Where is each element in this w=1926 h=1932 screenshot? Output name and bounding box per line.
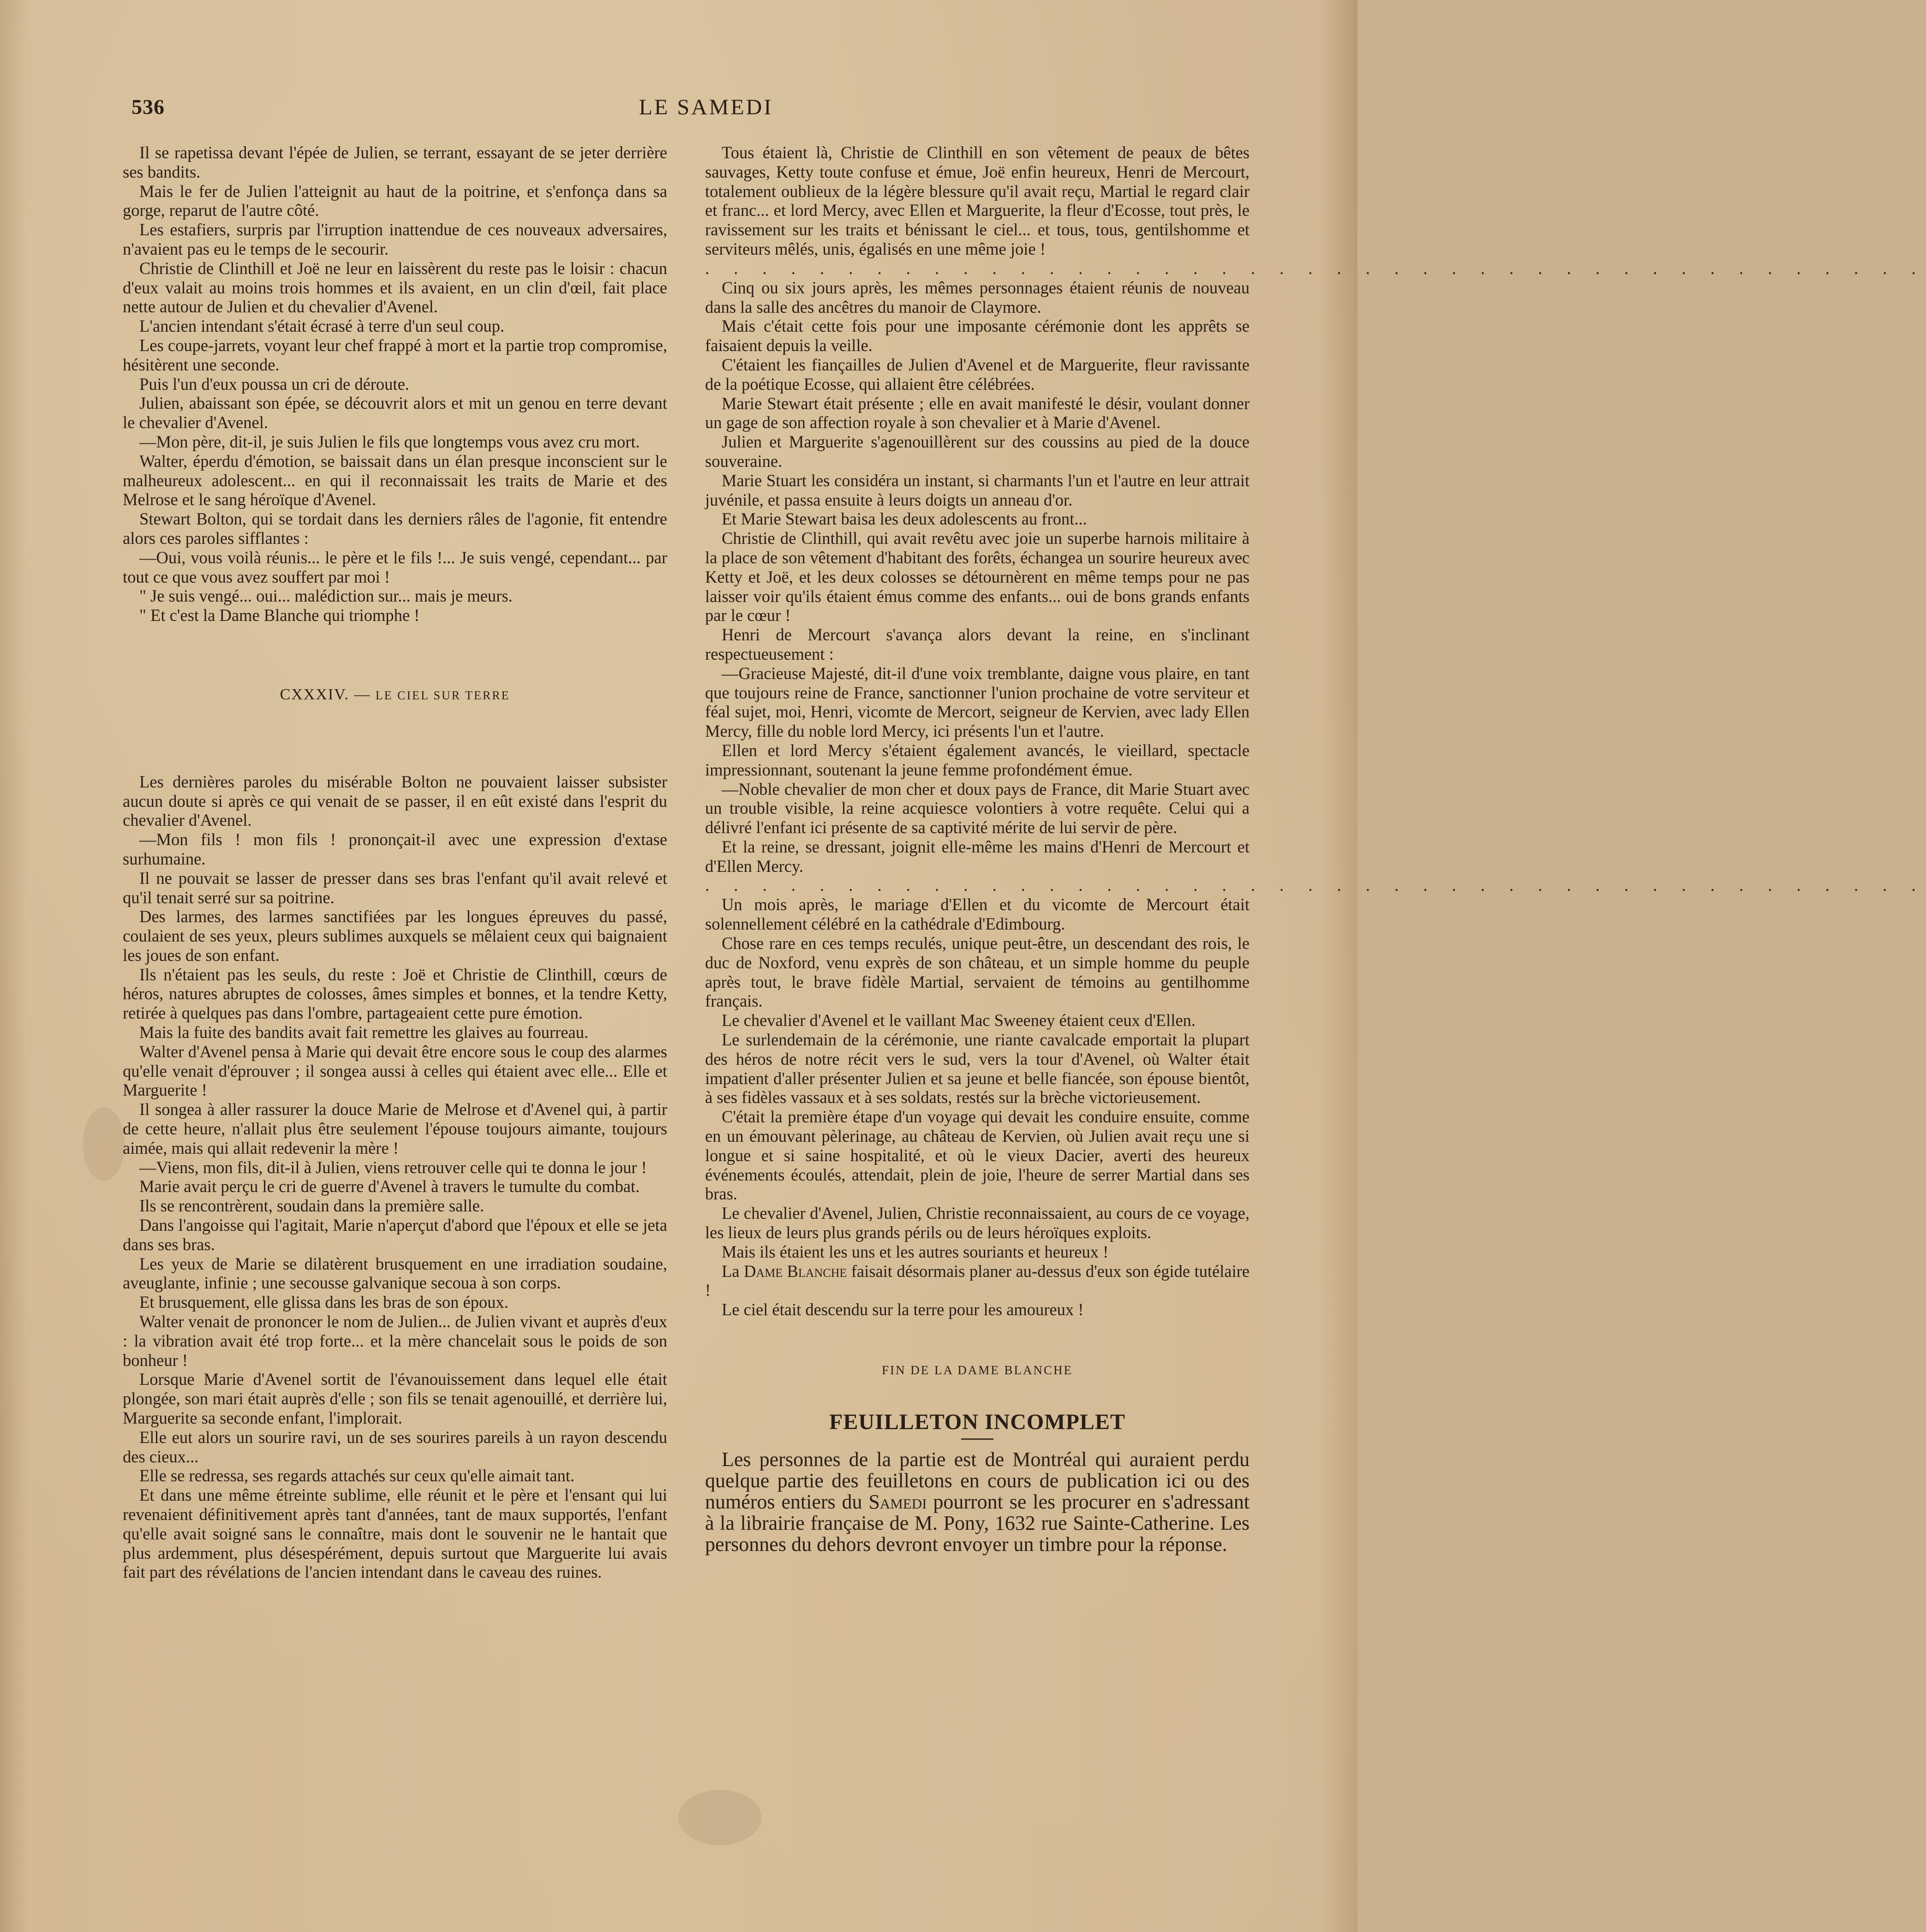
page-header [132,95,1280,127]
paragraph: Ellen et lord Mercy s'étaient également avancés, le vieillard, spectacle impressionnant, soutenant la jeune femme profondément émue. [705,740,1250,779]
paragraph: Tous étaient là, Christie de Clinthill en son vêtement de peaux de bêtes sauvages, Ketty toute confuse et émue, Joë enfin heureux, Henri de Mercourt, totalement oublieux de la légère blessure qu'il avait reçu, Martial le regard clair et franc... et lord Mercy, avec Ellen et Marguerite, la fleur d'Ecosse, tout près, le ravissement sur les traits et bénissant le ciel... et tous, tous, gentilshomme et serviteurs mêlés, unis, égalisés en une même joie ! [705,143,1250,258]
dame-blanche-suffix: faisait désormais planer au-dessus d'eux son égide tutélaire ! [705,1261,1250,1300]
dotted-separator: . . . . . . . . . . . . . . . . . . . . . . . . . . . . . . . . . . . . . . . . . . . [705,258,1926,278]
paragraph: —Oui, vous voilà réunis... le père et le fils !... Je suis vengé, cependant... par tout ce que vous avez souffert par moi ! [123,548,667,586]
right-column [705,143,1926,1556]
paragraph: C'étaient les fiançailles de Julien d'Avenel et de Marguerite, fleur ravissante de la poétique Ecosse, qui allaient être célébrées. [705,355,1250,394]
paper-stain [678,1790,761,1845]
paragraph: —Gracieuse Majesté, dit-il d'une voix tremblante, daigne vous plaire, en tant que toujours reine de France, sanctionner l'union prochaine de votre serviteur et féal sujet, moi, Henri, vicomte de Mercort, seigneur de Kervien, avec lady Ellen Mercy, fille du noble lord Mercy, ici présents l'un et l'autre. [705,663,1250,741]
paragraph: Marie Stuart les considéra un instant, si charmants l'un et l'autre en leur attrait juvénile, et passa ensuite à leurs doigts un anneau d'or. [705,471,1250,509]
paragraph: —Mon père, dit-il, je suis Julien le fils que longtemps vous avez cru mort. [139,432,640,451]
paragraph: Il ne pouvait se lasser de presser dans ses bras l'enfant qu'il avait relevé et qu'il tenait serré sur sa poitrine. [123,868,667,907]
notice-box [705,1409,1250,1556]
paragraph: Un mois après, le mariage d'Ellen et du vicomte de Mercourt était solennellement célébré en la cathédrale d'Edimbourg. [705,895,1250,934]
end-of-story-label: FIN DE LA DAME BLANCHE [882,1363,1073,1377]
left-paragraphs-after [123,772,667,1582]
paragraph: Mais le fer de Julien l'atteignit au haut de la poitrine, et s'enfonça dans sa gorge, reparut de l'autre côté. [123,181,667,220]
paragraph: Le ciel était descendu sur la terre pour les amoureux ! [722,1300,1084,1319]
paragraph: Il se rapetissa devant l'épée de Julien, se terrant, essayant de se jeter derrière ses bandits. [123,143,667,181]
paragraph: " Et c'est la Dame Blanche qui triomphe ! [139,606,420,625]
paragraph: Julien et Marguerite s'agenouillèrent sur des coussins au pied de la douce souveraine. [705,432,1250,471]
paragraph: Et brusquement, elle glissa dans les bras de son époux. [139,1293,508,1312]
page-number: 536 [132,95,165,119]
paragraph: Elle se redressa, ses regards attachés sur ceux qu'elle aimait tant. [139,1466,575,1485]
right-paragraphs-a [705,143,1250,259]
masthead: LE SAMEDI [639,95,773,119]
paragraph: Walter, éperdu d'émotion, se baissait dans un élan presque inconscient sur le malheureux adolescent... en qui il reconnaissait les traits de Marie et des Melrose et le sang héroïque d'Avenel. [123,451,667,509]
paragraph: Christie de Clinthill et Joë ne leur en laissèrent du reste pas le loisir : chacun d'eux valait au moins trois hommes et ils avaient, en un clin d'œil, fait place nette autour de Julien et du chevalier d'Avenel. [123,258,667,316]
paragraph: Ils n'étaient pas les seuls, du reste : Joë et Christie de Clinthill, cœurs de héros, natures abruptes de colosses, âmes simples et bonnes, et la tendre Ketty, retirée à quelques pas dans l'ombre, partageaient cette pure émotion. [123,965,667,1023]
paragraph: Mais ils étaient les uns et les autres souriants et heureux ! [722,1242,1109,1261]
paragraph: Walter venait de prononcer le nom de Julien... de Julien vivant et auprès d'eux : la vibration avait été trop forte... et la mère chancelait sous le poids de son bonheur ! [123,1312,667,1370]
paragraph: Marie avait perçu le cri de guerre d'Avenel à travers le tumulte du combat. [139,1177,640,1196]
paragraph: Les yeux de Marie se dilatèrent brusquement en une irradiation soudaine, aveuglante, infinie ; une secousse galvanique secoua à son corps. [123,1254,667,1293]
paragraph: Walter d'Avenel pensa à Marie qui devait être encore sous le coup des alarmes qu'elle venait d'éprouver ; il songea aussi à celles qui étaient avec elle... Elle et Marguerite ! [123,1042,667,1100]
paragraph: Henri de Mercourt s'avança alors devant la reine, en s'inclinant respectueusement : [705,625,1250,663]
paragraph: Marie Stewart était présente ; elle en avait manifesté le désir, voulant donner un gage de son affection royale à son chevalier et à Marie d'Avenel. [705,394,1250,432]
paragraph: Le chevalier d'Avenel, Julien, Christie reconnaissaient, au cours de ce voyage, les lieux de leurs plus grands périls ou de leurs héroïques exploits. [705,1204,1250,1242]
paragraph: L'ancien intendant s'était écrasé à terre d'un seul coup. [139,316,504,336]
paragraph: Christie de Clinthill, qui avait revêtu avec joie un superbe harnois militaire à la place de son vêtement d'habitant des forêts, échangea un sourire heureux avec Ketty et Joë, et les deux colosses se détournèrent en même temps pour ne pas laisser voir qu'ils étaient émus comme des enfants... oui de bons grands enfants par le cœur ! [705,529,1250,625]
paragraph: Stewart Bolton, qui se tordait dans les derniers râles de l'agonie, fit entendre alors ces paroles sifflantes : [123,509,667,548]
paragraph: Les dernières paroles du misérable Bolton ne pouvaient laisser subsister aucun doute si après ce qui venait de se passer, il en eût existé dans l'esprit du chevalier d'Avenel. [123,772,667,830]
paragraph: Des larmes, des larmes sanctifiées par les longues épreuves du passé, coulaient de ses yeux, pleurs sublimes auxquels se mêlaient ceux qui baignaient les joues de son enfant. [123,907,667,965]
paragraph: Lorsque Marie d'Avenel sortit de l'évanouissement dans lequel elle était plongée, son mari était auprès d'elle ; son fils se tenait agenouillé, et derrière lui, Marguerite sa seconde enfant, l'implorait. [123,1370,667,1428]
paper-stain [83,1107,125,1181]
paragraph: Cinq ou six jours après, les mêmes personnages étaient réunis de nouveau dans la salle des ancêtres du manoir de Claymore. [705,278,1250,316]
paragraph: Les coupe-jarrets, voyant leur chef frappé à mort et la partie trop compromise, hésitèrent une seconde. [123,335,667,374]
paragraph: Ils se rencontrèrent, soudain dans la première salle. [139,1196,484,1216]
notice-rule [961,1438,993,1440]
paragraph: Et dans une même étreinte sublime, elle réunit et le père et l'ensant qui lui revenaient définitivement après tant d'années, tant de maux supportés, l'enfant qu'elle avait soigné sans le connaître, mais dont le souvenir ne le hantait que plus ardemment, plus désespérément, depuis surtout que Marguerite lui avais fait part des révélations de l'ancien intendant dans le caveau des ruines. [123,1485,667,1582]
paragraph: Mais la fuite des bandits avait fait remettre les glaives au fourreau. [139,1023,588,1042]
paragraph: Elle eut alors un sourire ravi, un de ses sourires pareils à un rayon descendu des cieux... [123,1427,667,1466]
paragraph: C'était la première étape d'un voyage qui devait les conduire ensuite, comme en un émouvant pèlerinage, au château de Kervien, où Julien avait reçu une si longue et si saine hospitalité, et où le vieux Dacier, averti des heureux événements écoulés, attendait, plein de joie, l'heure de serrer Martial dans ses bras. [705,1107,1250,1204]
paragraph: Mais c'était cette fois pour une imposante cérémonie dont les apprêts se faisaient depuis la veille. [705,316,1250,355]
section-title: LE CIEL SUR TERRE [375,688,510,702]
notice-title: FEUILLETON INCOMPLET [829,1409,1125,1434]
paragraph: Dans l'angoisse qui l'agitait, Marie n'aperçut d'abord que l'époux et elle se jeta dans ses bras. [123,1216,667,1254]
paragraph: Julien, abaissant son épée, se découvrit alors et mit un genou en terre devant le chevalier d'Avenel. [123,394,667,432]
paragraph: —Viens, mon fils, dit-il à Julien, viens retrouver celle qui te donna le jour ! [139,1157,647,1177]
dame-blanche-name: Dame Blanche [743,1261,847,1281]
paragraph: Il songea à aller rassurer la douce Marie de Melrose et d'Avenel qui, à partir de cette heure, n'allait plus être seulement l'épouse toujours aimante, toujours aimée, mais qui allait redevenir la mère ! [123,1100,667,1157]
section-heading [123,685,667,705]
section-number: CXXXIV. — [280,686,371,703]
notice-text-after: pourront se les procurer en s'adressant à la librairie française de M. Pony, 1632 rue Sainte-Catherine. Les personnes du dehors devront envoyer un timbre pour la réponse. [705,1490,1250,1556]
paragraph: " Je suis vengé... oui... malédiction sur... mais je meurs. [139,586,513,606]
dame-blanche-prefix: La [722,1261,740,1281]
notice-text [705,1449,1250,1555]
paragraph: —Noble chevalier de mon cher et doux pays de France, dit Marie Stuart avec un trouble visible, la reine acquiesce volontiers à votre requête. Celui qui a délivré l'enfant ici présente de sa captivité mérite de lui servir de père. [705,779,1250,837]
paragraph: Les estafiers, surpris par l'irruption inattendue de ces nouveaux adversaires, n'avaient pas eu le temps de le secourir. [123,220,667,258]
right-paragraphs-c [705,895,1250,1261]
notice-text-before: Les personnes de la partie est de Montréal qui auraient perdu quelque partie des feuilletons en cours de publication ici ou des numéros entiers du [705,1448,1250,1513]
dotted-separator: . . . . . . . . . . . . . . . . . . . . . . . . . . . . . . . . . . . . . . . . . . . [705,876,1926,895]
notice-samedi: Samedi [868,1490,927,1513]
paragraph [705,1262,1250,1300]
right-paragraphs-b [705,278,1250,876]
paragraph: Et la reine, se dressant, joignit elle-même les mains d'Henri de Mercourt et d'Ellen Mercy. [705,837,1250,876]
paragraph: Et Marie Stewart baisa les deux adolescents au front... [722,509,1087,529]
paragraph: —Mon fils ! mon fils ! prononçait-il avec une expression d'extase surhumaine. [123,830,667,868]
paragraph: Le chevalier d'Avenel et le vaillant Mac Sweeney étaient ceux d'Ellen. [722,1011,1196,1030]
left-paragraphs-before [123,143,667,625]
paragraph: Le surlendemain de la cérémonie, une riante cavalcade emportait la plupart des héros de notre récit vers le sud, vers la tour d'Avenel, où Walter était impatient d'aller présenter Julien et sa jeune et belle fiancée, son épouse bientôt, à ses fidèles vassaux et à ses soldats, restés sur la brèche victorieusement. [705,1030,1250,1107]
paragraph: Chose rare en ces temps reculés, unique peut-être, un descendant des rois, le duc de Noxford, venu exprès de son château, et un simple homme du peuple après tout, le brave fidèle Martial, servaient de témoins au gentilhomme français. [705,934,1250,1011]
left-column [123,143,667,1582]
paragraph: Puis l'un d'eux poussa un cri de déroute. [139,374,409,394]
